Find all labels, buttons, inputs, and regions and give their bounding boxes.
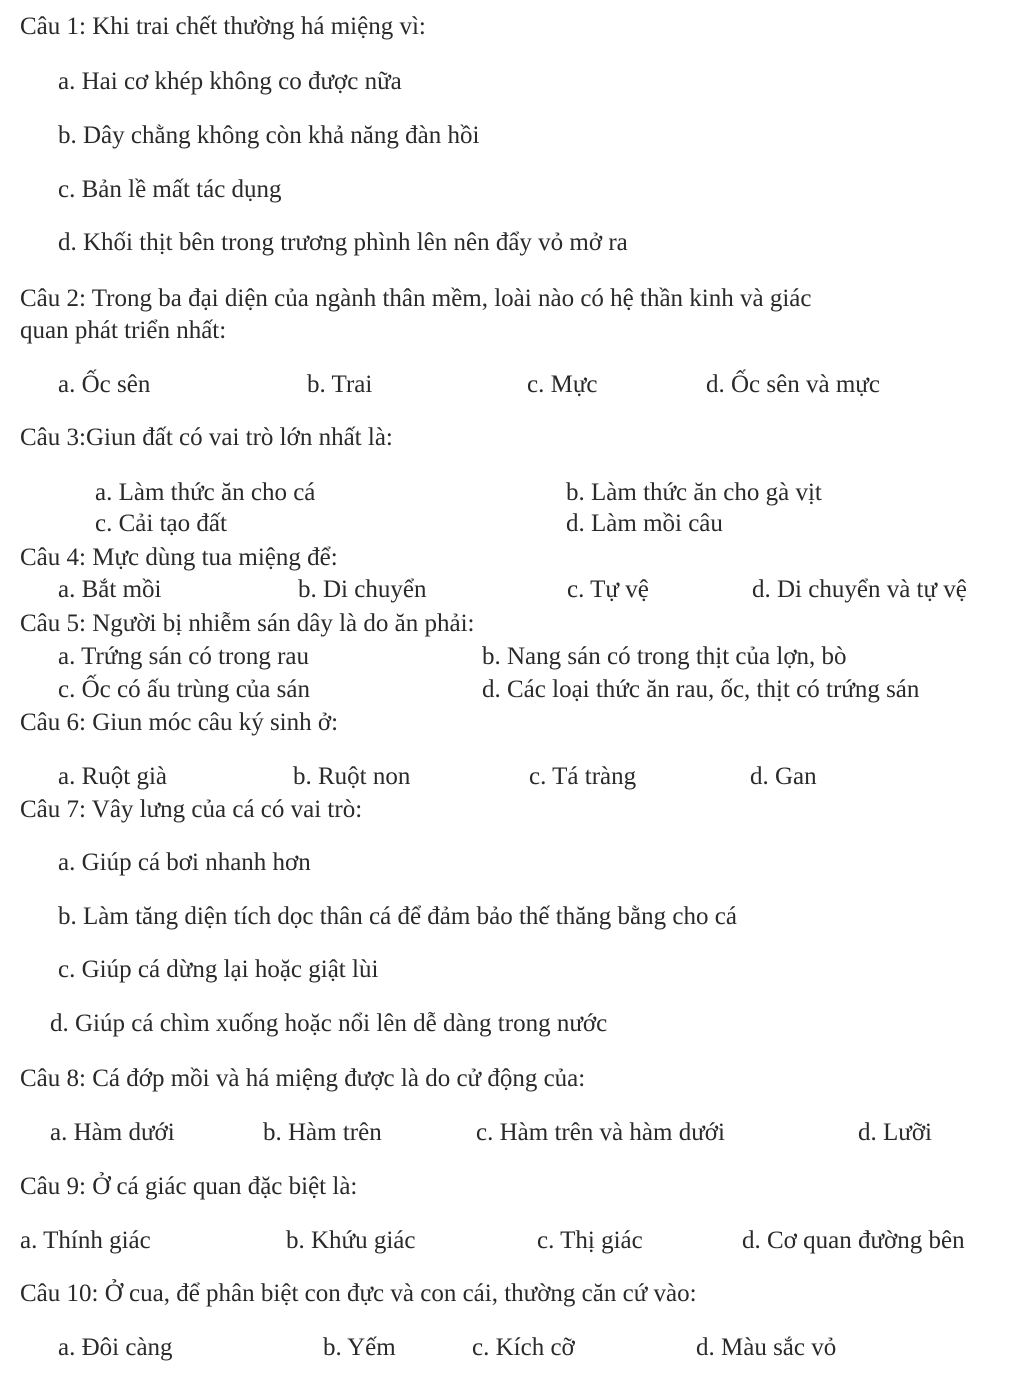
question-10-option-d: d. Màu sắc vỏ: [696, 1334, 837, 1361]
question-8-option-c: c. Hàm trên và hàm dưới: [476, 1119, 725, 1146]
question-9-option-d: d. Cơ quan đường bên: [742, 1227, 965, 1254]
question-2-label-line1: Câu 2: Trong ba đại diện của ngành thân mềm, loài nào có hệ thần kinh và giác: [20, 285, 812, 312]
question-2-option-b: b. Trai: [307, 371, 373, 398]
question-7-label: Câu 7: Vây lưng của cá có vai trò:: [20, 796, 363, 823]
question-5-option-d: d. Các loại thức ăn rau, ốc, thịt có trứng sán: [482, 676, 920, 703]
question-1-option-c: c. Bản lề mất tác dụng: [58, 176, 282, 203]
question-6-option-b: b. Ruột non: [293, 763, 411, 790]
question-5-option-c: c. Ốc có ấu trùng của sán: [58, 676, 310, 703]
question-1-option-d: d. Khối thịt bên trong trương phình lên nên đẩy vỏ mở ra: [58, 229, 628, 256]
question-4-option-b: b. Di chuyển: [298, 576, 427, 603]
question-2-label-line2: quan phát triển nhất:: [20, 317, 227, 344]
question-3-option-a: a. Làm thức ăn cho cá: [95, 479, 316, 506]
question-2-option-d: d. Ốc sên và mực: [706, 371, 880, 398]
question-4-option-d: d. Di chuyển và tự vệ: [752, 576, 967, 603]
question-2-option-c: c. Mực: [527, 371, 598, 398]
question-7-option-c: c. Giúp cá dừng lại hoặc giật lùi: [58, 956, 379, 983]
question-3-option-c: c. Cải tạo đất: [95, 510, 227, 537]
question-9-option-b: b. Khứu giác: [286, 1227, 416, 1254]
question-5-option-b: b. Nang sán có trong thịt của lợn, bò: [482, 643, 847, 670]
question-4-option-a: a. Bắt mồi: [58, 576, 162, 603]
question-9-label: Câu 9: Ở cá giác quan đặc biệt là:: [20, 1173, 358, 1200]
question-1-option-b: b. Dây chằng không còn khả năng đàn hồi: [58, 122, 480, 149]
question-6-label: Câu 6: Giun móc câu ký sinh ở:: [20, 709, 339, 736]
question-9-option-a: a. Thính giác: [20, 1227, 151, 1254]
question-9-option-c: c. Thị giác: [537, 1227, 643, 1254]
question-3-option-b: b. Làm thức ăn cho gà vịt: [566, 479, 822, 506]
question-7-option-b: b. Làm tăng diện tích dọc thân cá để đảm bảo thế thăng bằng cho cá: [58, 903, 737, 930]
question-6-option-c: c. Tá tràng: [529, 763, 637, 790]
question-1-option-a: a. Hai cơ khép không co được nữa: [58, 68, 402, 95]
question-10-option-b: b. Yếm: [323, 1334, 396, 1361]
question-10-label: Câu 10: Ở cua, để phân biệt con đực và con cái, thường căn cứ vào:: [20, 1280, 697, 1307]
question-2-option-a: a. Ốc sên: [58, 371, 151, 398]
question-3-label: Câu 3:Giun đất có vai trò lớn nhất là:: [20, 424, 393, 451]
question-7-option-d: d. Giúp cá chìm xuống hoặc nổi lên dễ dàng trong nước: [50, 1010, 608, 1037]
question-10-option-c: c. Kích cỡ: [472, 1334, 575, 1361]
question-1-label: Câu 1: Khi trai chết thường há miệng vì:: [20, 13, 426, 40]
question-8-option-b: b. Hàm trên: [263, 1119, 382, 1146]
question-6-option-d: d. Gan: [750, 763, 817, 790]
question-8-option-a: a. Hàm dưới: [50, 1119, 175, 1146]
question-7-option-a: a. Giúp cá bơi nhanh hơn: [58, 849, 311, 876]
question-5-option-a: a. Trứng sán có trong rau: [58, 643, 310, 670]
question-8-option-d: d. Lưỡi: [858, 1119, 932, 1146]
question-10-option-a: a. Đôi càng: [58, 1334, 173, 1361]
question-4-option-c: c. Tự vệ: [567, 576, 649, 603]
question-5-label: Câu 5: Người bị nhiễm sán dây là do ăn phải:: [20, 610, 475, 637]
question-4-label: Câu 4: Mực dùng tua miệng để:: [20, 544, 338, 571]
question-8-label: Câu 8: Cá đớp mồi và há miệng được là do cử động của:: [20, 1065, 586, 1092]
question-3-option-d: d. Làm mồi câu: [566, 510, 723, 537]
question-6-option-a: a. Ruột già: [58, 763, 168, 790]
